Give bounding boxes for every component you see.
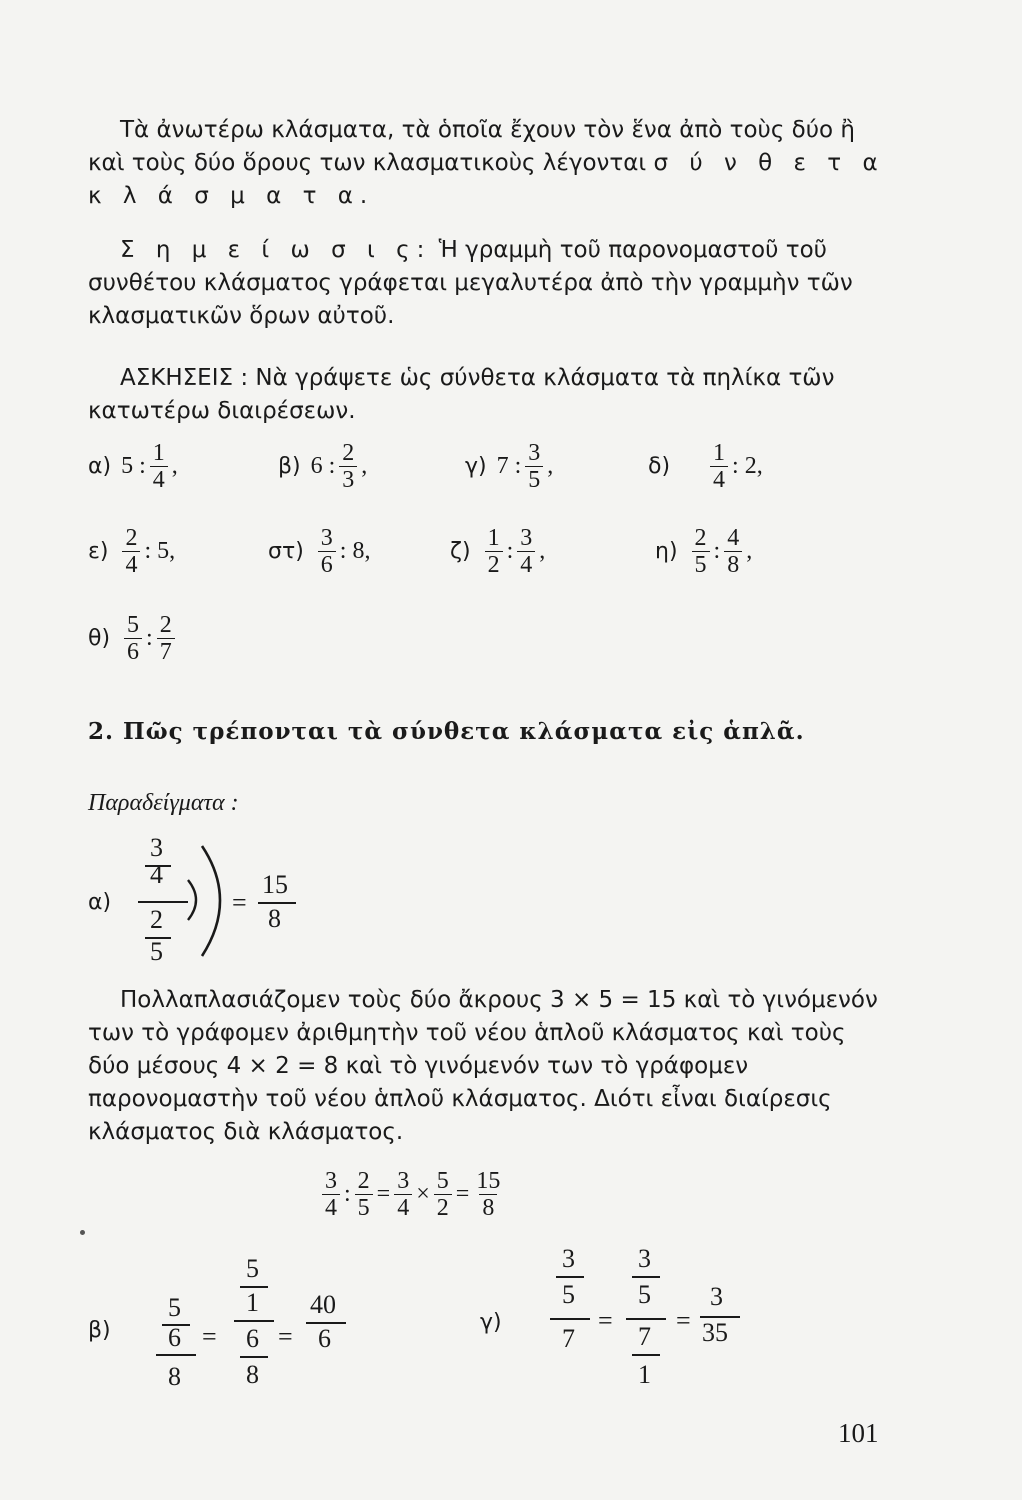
ex-g-bar-inner <box>556 1276 584 1278</box>
ex-a-denominator-2: 5 <box>150 937 163 966</box>
stray-dot <box>80 1230 85 1235</box>
ex-g-bar-main <box>550 1318 590 1320</box>
ex-g-top: 3 <box>638 1244 651 1273</box>
exercise-st: στ) $\frac{3}{6}$ : 8, <box>268 525 371 578</box>
ex-b-num: 5 <box>168 1293 181 1322</box>
ex-a-numerator-2: 2 <box>150 905 163 934</box>
exercises-paragraph <box>88 362 888 428</box>
ex-g-seven: 7 <box>638 1322 651 1351</box>
ex-a-result-den: 8 <box>268 904 281 933</box>
explanation-paragraph: Πολλαπλασιάζομεν τοὺς δύο ἄκρους 3 × 5 = 15 καὶ τὸ γινόμενόν των τὸ γράφομεν ἀριθμητὴν τοῦ νέου ἁπλοῦ κλάσματος καὶ τοὺς δύο μέσους 4 × 2 = 8 καὶ τὸ γινόμενόν των τὸ γράφομεν παρονομαστὴν τοῦ νέου ἁπλοῦ κλάσματος. Διότι εἶναι διαίρεσις κλάσματος διὰ κλάσματος. <box>88 987 878 1145</box>
ex-g-den: 5 <box>562 1280 575 1309</box>
exercise-e: ε) $\frac{2}{4}$ : 5, <box>88 525 176 578</box>
section-heading: 2. Πῶς τρέπονται τὰ σύνθετα κλάσματα εἰς ἁπλᾶ. <box>88 718 805 745</box>
ex-g-bar-bottom <box>632 1354 660 1356</box>
ex-b-six: 6 <box>246 1324 259 1353</box>
ex-a-numerator: 3 <box>150 833 163 862</box>
ex-b-one: 1 <box>246 1288 259 1317</box>
page-number: 101 <box>838 1418 879 1448</box>
ex-g-bar-main-2 <box>626 1318 666 1320</box>
exercise-z: ζ) $\frac{1}{2}$ : $\frac{3}{4}$ , <box>450 525 546 578</box>
ex-g-num: 3 <box>562 1244 575 1273</box>
ex-b-den: 6 <box>168 1323 181 1352</box>
ex-a-brackets <box>180 838 240 963</box>
division-calculation: $\frac{3}{4}$ : $\frac{2}{5}$ = $\frac{3}{4}$ × $\frac{5}{2}$ = $\frac{15}{8}$ <box>318 1168 507 1221</box>
exercises-text: Νὰ γράψετε ὡς σύνθετα κλάσματα τὰ πηλίκα τῶν κατωτέρω διαιρέσεων. <box>88 365 835 424</box>
ex-b-outer-den: 8 <box>168 1362 181 1391</box>
ex-g-five: 5 <box>638 1280 651 1309</box>
ex-b-result-den: 6 <box>318 1324 331 1353</box>
ex-b-result-num: 40 <box>310 1290 336 1319</box>
exercise-a: α) 5 : $\frac{1}{4}$ , <box>88 440 178 493</box>
note-label: Σ η μ ε ί ω σ ι ς: <box>120 237 432 263</box>
ex-b-eight: 8 <box>246 1360 259 1389</box>
ex-g-result-den: 35 <box>702 1318 728 1347</box>
exercise-c: γ) 7 : $\frac{3}{5}$ , <box>465 440 554 493</box>
ex-b-bar-main-2 <box>234 1320 274 1322</box>
ex-g-bar-top <box>632 1276 660 1278</box>
example-g-label: γ) <box>480 1310 502 1335</box>
ex-b-bar-bottom <box>240 1356 268 1358</box>
term-compound-fractions: σ ύ ν θ ε τ α κ λ ά σ μ α τ α. <box>88 150 885 209</box>
ex-g-one: 1 <box>638 1360 651 1389</box>
exercise-h: η) $\frac{2}{5}$ : $\frac{4}{8}$ , <box>655 525 753 578</box>
example-a-label: α) <box>88 890 112 915</box>
ex-a-equals: = <box>232 888 247 917</box>
ex-g-result-num: 3 <box>710 1282 723 1311</box>
exercise-th: θ) $\frac{5}{6}$ : $\frac{2}{7}$ <box>88 612 179 665</box>
note-text: Ἡ γραμμὴ τοῦ παρονομαστοῦ τοῦ συνθέτου κλάσματος γράφεται μεγαλυτέρα ἀπὸ τὴν γραμμὴν τῶν κλασματικῶν ὅρων αὐτοῦ. <box>88 237 853 329</box>
ex-a-denominator: 4 <box>150 860 163 889</box>
exercise-d: δ) $\frac{1}{4}$ : 2, <box>648 440 763 493</box>
example-b-label: β) <box>88 1318 111 1343</box>
paragraph-compound-fractions: Τὰ ἀνωτέρω κλάσματα, τὰ ὁποῖα ἔχουν τὸν ἕνα ἀπὸ τοὺς δύο ἢ καὶ τοὺς δύο ὅρους των κλασματικοὺς λέγονται σ ύ ν θ ε τ α κ λ ά σ μ α τ α. <box>88 117 885 209</box>
ex-a-result-num: 15 <box>262 870 288 899</box>
note-paragraph <box>88 234 888 333</box>
exercises-label: ΑΣΚΗΣΕΙΣ : <box>120 365 249 391</box>
exercise-b: β) 6 : $\frac{2}{3}$ , <box>278 440 368 493</box>
ex-g-outer-den: 7 <box>562 1324 575 1353</box>
examples-label: Παραδείγματα : <box>88 790 239 816</box>
ex-b-bar-main <box>156 1354 196 1356</box>
ex-b-top: 5 <box>246 1254 259 1283</box>
